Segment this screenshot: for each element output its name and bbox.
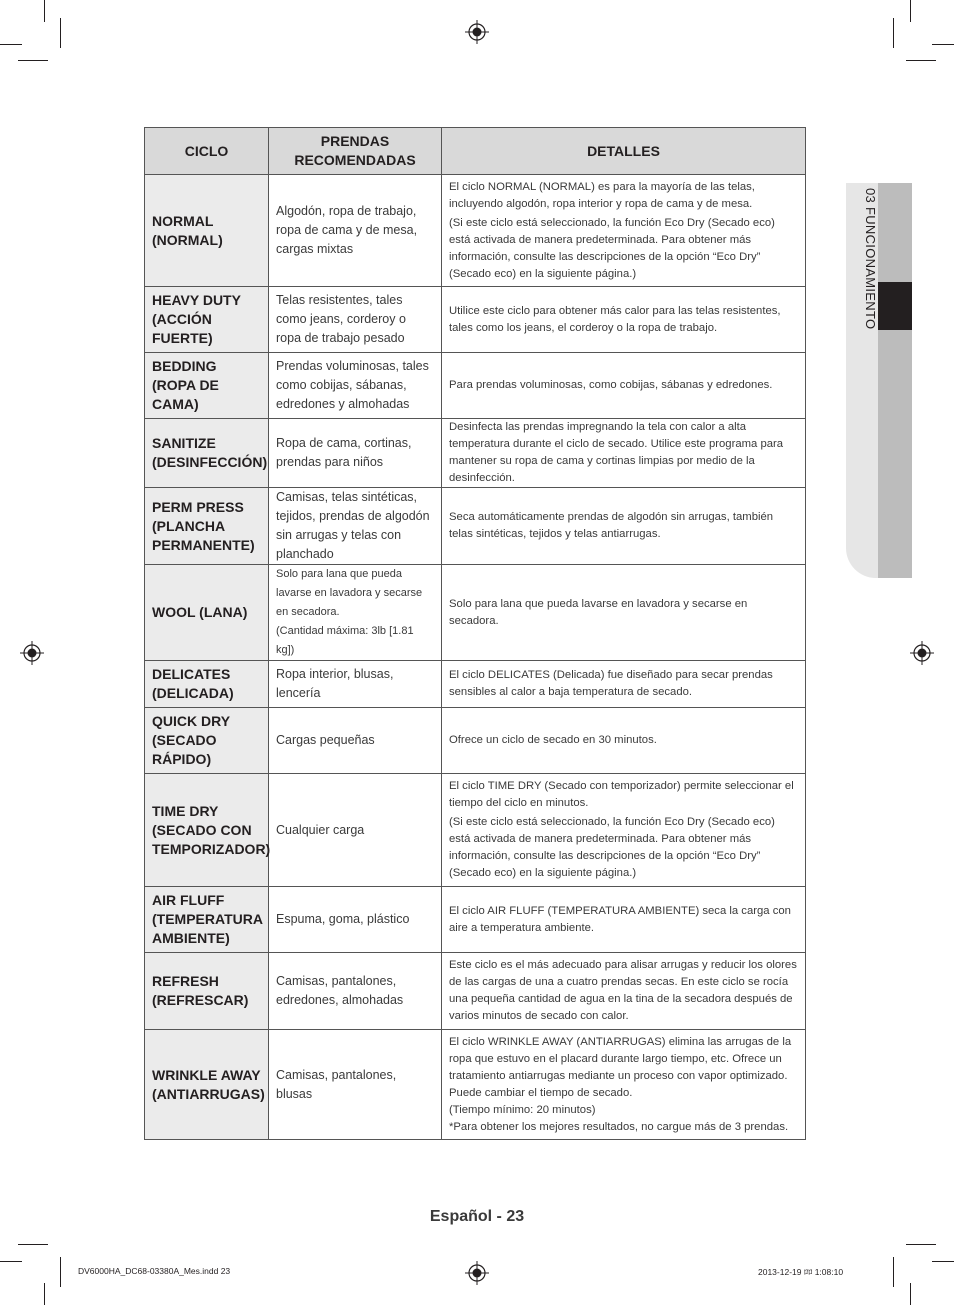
table-row bbox=[145, 353, 806, 419]
cycle-name: WOOL (LANA) bbox=[145, 565, 269, 661]
table-header-row bbox=[145, 128, 806, 175]
registration-mark-icon bbox=[20, 641, 44, 665]
slug-filename: DV6000HA_DC68-03380A_Mes.indd 23 bbox=[78, 1266, 231, 1276]
cycle-name: WRINKLE AWAY (ANTIARRUGAS) bbox=[145, 1030, 269, 1140]
table-row bbox=[145, 774, 806, 887]
recommended-items: Telas resistentes, tales como jeans, corderoy o ropa de trabajo pesado bbox=[269, 287, 442, 353]
crop-mark bbox=[44, 1283, 45, 1305]
cycle-details bbox=[442, 708, 806, 774]
recommended-items: Algodón, ropa de trabajo, ropa de cama y de mesa, cargas mixtas bbox=[269, 175, 442, 287]
details-text: El ciclo TIME DRY (Secado con temporizador) permite seleccionar el tiempo del ciclo en minutos. bbox=[449, 780, 794, 809]
details-text: Este ciclo es el más adecuado para alisar arrugas y reducir los olores de las cargas de una a cuatro prendas secas. En este ciclo se rocía una pequeña cantidad de agua en la tina de la secadora después de varios minutos de secado con calor. bbox=[449, 959, 797, 1022]
details-text: El ciclo NORMAL (NORMAL) es para la mayoría de las telas, incluyendo algodón, ropa interior y ropa de cama y de mesa. bbox=[449, 180, 755, 210]
recommended-items bbox=[269, 565, 442, 661]
cycle-name: BEDDING (ROPA DE CAMA) bbox=[145, 353, 269, 419]
details-text: Solo para lana que pueda lavarse en lavadora y secarse en secadora. bbox=[449, 597, 748, 627]
crop-mark bbox=[906, 60, 936, 61]
table-row bbox=[145, 565, 806, 661]
crop-mark bbox=[18, 1244, 48, 1245]
registration-mark-icon bbox=[910, 641, 934, 665]
details-text: (Si este ciclo está seleccionado, la función Eco Dry (Secado eco) está activada de manera predeterminada. Para obtener más información, consulte las descripciones de la opción “Eco Dry” (Secado eco) en la siguiente página.) bbox=[449, 816, 775, 879]
crop-mark bbox=[60, 18, 61, 48]
crop-mark bbox=[18, 60, 48, 61]
cycle-details bbox=[442, 953, 806, 1030]
cycle-details bbox=[442, 353, 806, 419]
column-header-details: DETALLES bbox=[442, 128, 806, 175]
chapter-tab-marker bbox=[878, 282, 912, 330]
recommended-items: Camisas, pantalones, blusas bbox=[269, 1030, 442, 1140]
cycle-name: PERM PRESS (PLANCHA PERMANENTE) bbox=[145, 488, 269, 565]
table-row bbox=[145, 953, 806, 1030]
crop-mark bbox=[0, 44, 22, 45]
details-text: El ciclo AIR FLUFF (TEMPERATURA AMBIENTE) seca la carga con aire a temperatura ambiente. bbox=[449, 904, 791, 934]
table-row bbox=[145, 419, 806, 488]
recommended-items: Cargas pequeñas bbox=[269, 708, 442, 774]
recommended-items: Camisas, telas sintéticas, tejidos, prendas de algodón sin arrugas y telas con planchado bbox=[269, 488, 442, 565]
details-text: El ciclo DELICATES (Delicada) fue diseñado para secar prendas sensibles al calor a baja temperatura de secado. bbox=[449, 669, 773, 698]
recommended-items-text: Solo para lana que pueda lavarse en lavadora y secarse en secadora. bbox=[276, 568, 423, 618]
cycle-details bbox=[442, 774, 806, 887]
cycle-name: DELICATES (DELICADA) bbox=[145, 661, 269, 708]
cycle-details bbox=[442, 175, 806, 287]
cycle-details bbox=[442, 1030, 806, 1140]
crop-mark bbox=[893, 18, 894, 48]
cycle-details bbox=[442, 661, 806, 708]
table-row bbox=[145, 287, 806, 353]
table-row bbox=[145, 887, 806, 953]
cycle-details bbox=[442, 565, 806, 661]
registration-mark-icon bbox=[465, 20, 489, 44]
cycle-details bbox=[442, 488, 806, 565]
cycle-name: QUICK DRY (SECADO RÁPIDO) bbox=[145, 708, 269, 774]
table-row bbox=[145, 175, 806, 287]
details-text: (Tiempo mínimo: 20 minutos) bbox=[449, 1103, 596, 1116]
chapter-tab-bar bbox=[878, 183, 912, 578]
registration-mark-icon bbox=[465, 1261, 489, 1285]
details-text: El ciclo WRINKLE AWAY (ANTIARRUGAS) elimina las arrugas de la ropa que estuvo en el placard durante largo tiempo, etc. Ofrece un tratamiento antiarrugas mediante un proceso con vapor optimizado. Puede cambiar el tiempo de secado. bbox=[449, 1035, 792, 1099]
recommended-items: Ropa interior, blusas, lencería bbox=[269, 661, 442, 708]
recommended-items-note: (Cantidad máxima: 3lb [1.81 kg]) bbox=[276, 625, 414, 656]
cycle-details bbox=[442, 287, 806, 353]
cycle-details bbox=[442, 419, 806, 488]
details-text: Desinfecta las prendas impregnando la tela con calor a alta temperatura durante el ciclo de secado. Utilice este programa para mantener su ropa de cama y cortinas limpias por medio de la desinfección. bbox=[449, 421, 784, 484]
recommended-items: Prendas voluminosas, tales como cobijas, sábanas, edredones y almohadas bbox=[269, 353, 442, 419]
cycle-details bbox=[442, 887, 806, 953]
cycle-name: REFRESH (REFRESCAR) bbox=[145, 953, 269, 1030]
column-header-items: PRENDAS RECOMENDADAS bbox=[269, 128, 442, 175]
column-header-cycle: CICLO bbox=[145, 128, 269, 175]
table-row bbox=[145, 661, 806, 708]
cycle-name: AIR FLUFF (TEMPERATURA AMBIENTE) bbox=[145, 887, 269, 953]
recommended-items: Ropa de cama, cortinas, prendas para niños bbox=[269, 419, 442, 488]
cycle-table bbox=[144, 127, 806, 1140]
crop-mark bbox=[932, 1261, 954, 1262]
table-row bbox=[145, 708, 806, 774]
recommended-items: Espuma, goma, plástico bbox=[269, 887, 442, 953]
details-text: Seca automáticamente prendas de algodón sin arrugas, también telas sintéticas, tejidos y telas antiarrugas. bbox=[449, 511, 774, 540]
recommended-items: Camisas, pantalones, edredones, almohadas bbox=[269, 953, 442, 1030]
table-row bbox=[145, 1030, 806, 1140]
crop-mark bbox=[44, 0, 45, 22]
details-text: *Para obtener los mejores resultados, no cargue más de 3 prendas. bbox=[449, 1120, 789, 1133]
cycle-name: SANITIZE (DESINFECCIÓN) bbox=[145, 419, 269, 488]
crop-mark bbox=[906, 1244, 936, 1245]
details-text: Para prendas voluminosas, como cobijas, sábanas y edredones. bbox=[449, 379, 773, 391]
details-text: Ofrece un ciclo de secado en 30 minutos. bbox=[449, 734, 657, 746]
table-row bbox=[145, 488, 806, 565]
recommended-items: Cualquier carga bbox=[269, 774, 442, 887]
cycle-name: HEAVY DUTY (ACCIÓN FUERTE) bbox=[145, 287, 269, 353]
crop-mark bbox=[893, 1257, 894, 1287]
crop-mark bbox=[60, 1257, 61, 1287]
crop-mark bbox=[910, 0, 911, 22]
crop-mark bbox=[932, 44, 954, 45]
cycle-name: TIME DRY (SECADO CON TEMPORIZADOR) bbox=[145, 774, 269, 887]
crop-mark bbox=[0, 1261, 22, 1262]
crop-mark bbox=[910, 1283, 911, 1305]
details-text: (Si este ciclo está seleccionado, la función Eco Dry (Secado eco) está activada de manera predeterminada. Para obtener más información, consulte las descripciones de la opción “Eco Dry” (Secado eco) en la siguiente página.) bbox=[449, 216, 775, 280]
chapter-tab-label: 03 FUNCIONAMIENTO bbox=[863, 188, 878, 330]
page-number: Español - 23 bbox=[429, 1208, 525, 1225]
details-text: Utilice este ciclo para obtener más calor para las telas resistentes, tales como los jeans, el corderoy o la ropa de trabajo. bbox=[449, 304, 781, 334]
slug-timestamp: 2013-12-19 ﾛﾛ 1:08:10 bbox=[758, 1267, 844, 1277]
cycle-name: NORMAL (NORMAL) bbox=[145, 175, 269, 287]
